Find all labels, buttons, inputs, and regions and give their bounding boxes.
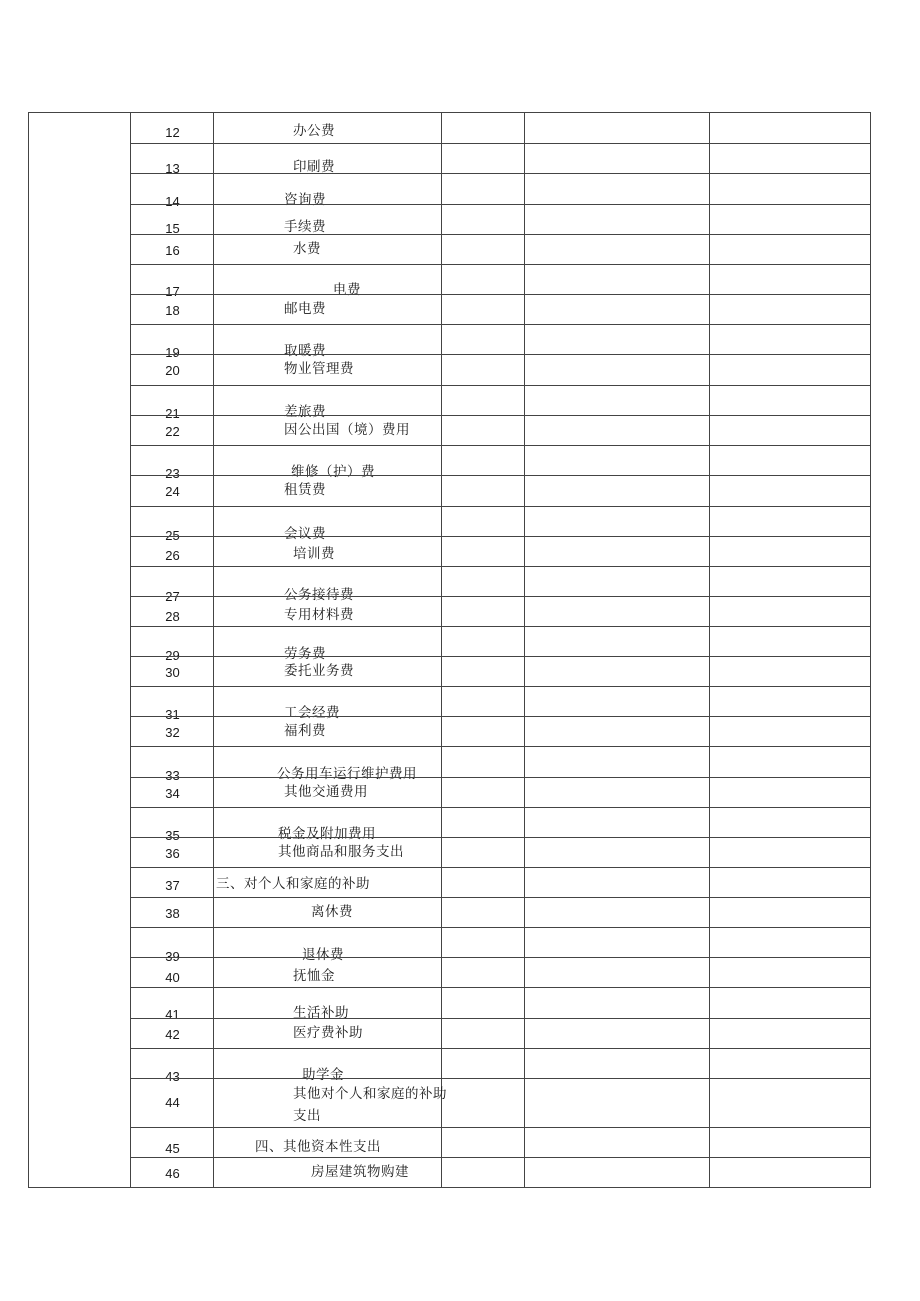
table-row xyxy=(131,1018,870,1049)
table-row xyxy=(131,867,870,898)
item-name: 咨询费 xyxy=(284,192,326,208)
item-name: 因公出国（境）费用 xyxy=(284,422,410,438)
item-name: 公务接待费 xyxy=(284,587,354,603)
table-row xyxy=(131,807,870,843)
table-row xyxy=(131,354,870,386)
table-row xyxy=(131,1157,870,1189)
table-row xyxy=(131,716,870,747)
row-number: 46 xyxy=(165,1166,180,1181)
item-name: 四、其他资本性支出 xyxy=(255,1139,381,1155)
table-row xyxy=(131,536,870,567)
row-number: 39 xyxy=(165,949,180,964)
item-name: 房屋建筑物购建 xyxy=(311,1164,409,1180)
item-name: 离休费 xyxy=(311,904,353,920)
table-row xyxy=(131,686,870,722)
item-name: 三、对个人和家庭的补助 xyxy=(216,876,370,892)
item-name: 医疗费补助 xyxy=(293,1025,363,1041)
row-number: 45 xyxy=(165,1141,180,1156)
table-row xyxy=(131,1127,870,1158)
item-name: 其他对个人和家庭的补助支出 xyxy=(293,1086,447,1124)
table-row xyxy=(131,234,870,265)
item-name: 助学金 xyxy=(302,1067,344,1083)
item-name: 劳务费 xyxy=(284,646,326,662)
table-row xyxy=(131,506,870,543)
row-number: 24 xyxy=(165,484,180,499)
table-row xyxy=(131,113,870,143)
table-row xyxy=(131,656,870,687)
table-row xyxy=(131,445,870,481)
row-number: 15 xyxy=(165,221,180,236)
item-name: 退休费 xyxy=(302,947,344,963)
row-number: 43 xyxy=(165,1069,180,1084)
table-row xyxy=(131,957,870,988)
item-name: 维修（护）费 xyxy=(291,464,375,480)
row-number: 18 xyxy=(165,303,180,318)
row-number: 29 xyxy=(165,648,180,663)
item-name: 电费 xyxy=(333,282,361,298)
item-name: 印刷费 xyxy=(293,159,335,175)
item-name: 抚恤金 xyxy=(293,968,335,984)
row-number: 12 xyxy=(165,125,180,140)
row-number: 16 xyxy=(165,243,180,258)
table-row xyxy=(131,173,870,209)
table-row xyxy=(131,143,870,174)
table-row xyxy=(131,626,870,663)
table-row xyxy=(131,294,870,325)
item-name: 专用材料费 xyxy=(284,607,354,623)
item-name: 邮电费 xyxy=(284,301,326,317)
item-name: 差旅费 xyxy=(284,404,326,420)
table-row xyxy=(131,204,870,235)
table-row xyxy=(131,385,870,421)
table-row xyxy=(131,1078,870,1128)
row-number: 13 xyxy=(165,161,180,176)
item-name: 委托业务费 xyxy=(284,663,354,679)
item-name: 水费 xyxy=(293,241,321,257)
row-number: 17 xyxy=(165,284,180,299)
row-number: 37 xyxy=(165,878,180,893)
item-name: 其他商品和服务支出 xyxy=(278,844,404,860)
row-number: 21 xyxy=(165,406,180,421)
row-number: 14 xyxy=(165,194,180,209)
table-row xyxy=(131,566,870,604)
row-number: 41 xyxy=(165,1007,180,1022)
row-number: 40 xyxy=(165,970,180,985)
row-number: 33 xyxy=(165,768,180,783)
row-number: 19 xyxy=(165,345,180,360)
item-name: 税金及附加费用 xyxy=(278,826,376,842)
row-number: 35 xyxy=(165,828,180,843)
item-name: 租赁费 xyxy=(284,482,326,498)
table-row xyxy=(131,777,870,808)
row-number: 44 xyxy=(165,1095,180,1110)
table-row xyxy=(131,324,870,360)
row-number: 25 xyxy=(165,528,180,543)
table-row xyxy=(131,475,870,507)
row-number: 30 xyxy=(165,665,180,680)
item-name: 办公费 xyxy=(293,123,335,139)
expenditure-table xyxy=(28,112,871,1188)
table-row xyxy=(131,1048,870,1084)
table-row xyxy=(131,746,870,783)
row-number: 32 xyxy=(165,725,180,740)
table-row xyxy=(131,596,870,627)
row-number: 22 xyxy=(165,424,180,439)
item-name: 其他交通费用 xyxy=(284,784,368,800)
item-name: 公务用车运行维护费用 xyxy=(277,766,417,782)
row-number: 26 xyxy=(165,548,180,563)
table-row xyxy=(131,897,870,928)
item-name: 取暖费 xyxy=(284,343,326,359)
row-number: 42 xyxy=(165,1027,180,1042)
row-number: 36 xyxy=(165,846,180,861)
item-name: 会议费 xyxy=(284,526,326,542)
item-name: 工会经费 xyxy=(284,705,340,721)
table-row xyxy=(131,264,870,299)
item-name: 福利费 xyxy=(284,723,326,739)
row-number: 27 xyxy=(165,589,180,604)
table-row xyxy=(131,415,870,446)
item-name: 生活补助 xyxy=(293,1005,349,1021)
item-name: 手续费 xyxy=(284,219,326,235)
row-number: 38 xyxy=(165,906,180,921)
row-number: 20 xyxy=(165,363,180,378)
table-row xyxy=(131,927,870,964)
row-number: 31 xyxy=(165,707,180,722)
row-number: 34 xyxy=(165,786,180,801)
item-name: 物业管理费 xyxy=(284,361,354,377)
item-name: 培训费 xyxy=(293,546,335,562)
table-row xyxy=(131,837,870,868)
row-number: 28 xyxy=(165,609,180,624)
row-number: 23 xyxy=(165,466,180,481)
table-row xyxy=(131,987,870,1022)
